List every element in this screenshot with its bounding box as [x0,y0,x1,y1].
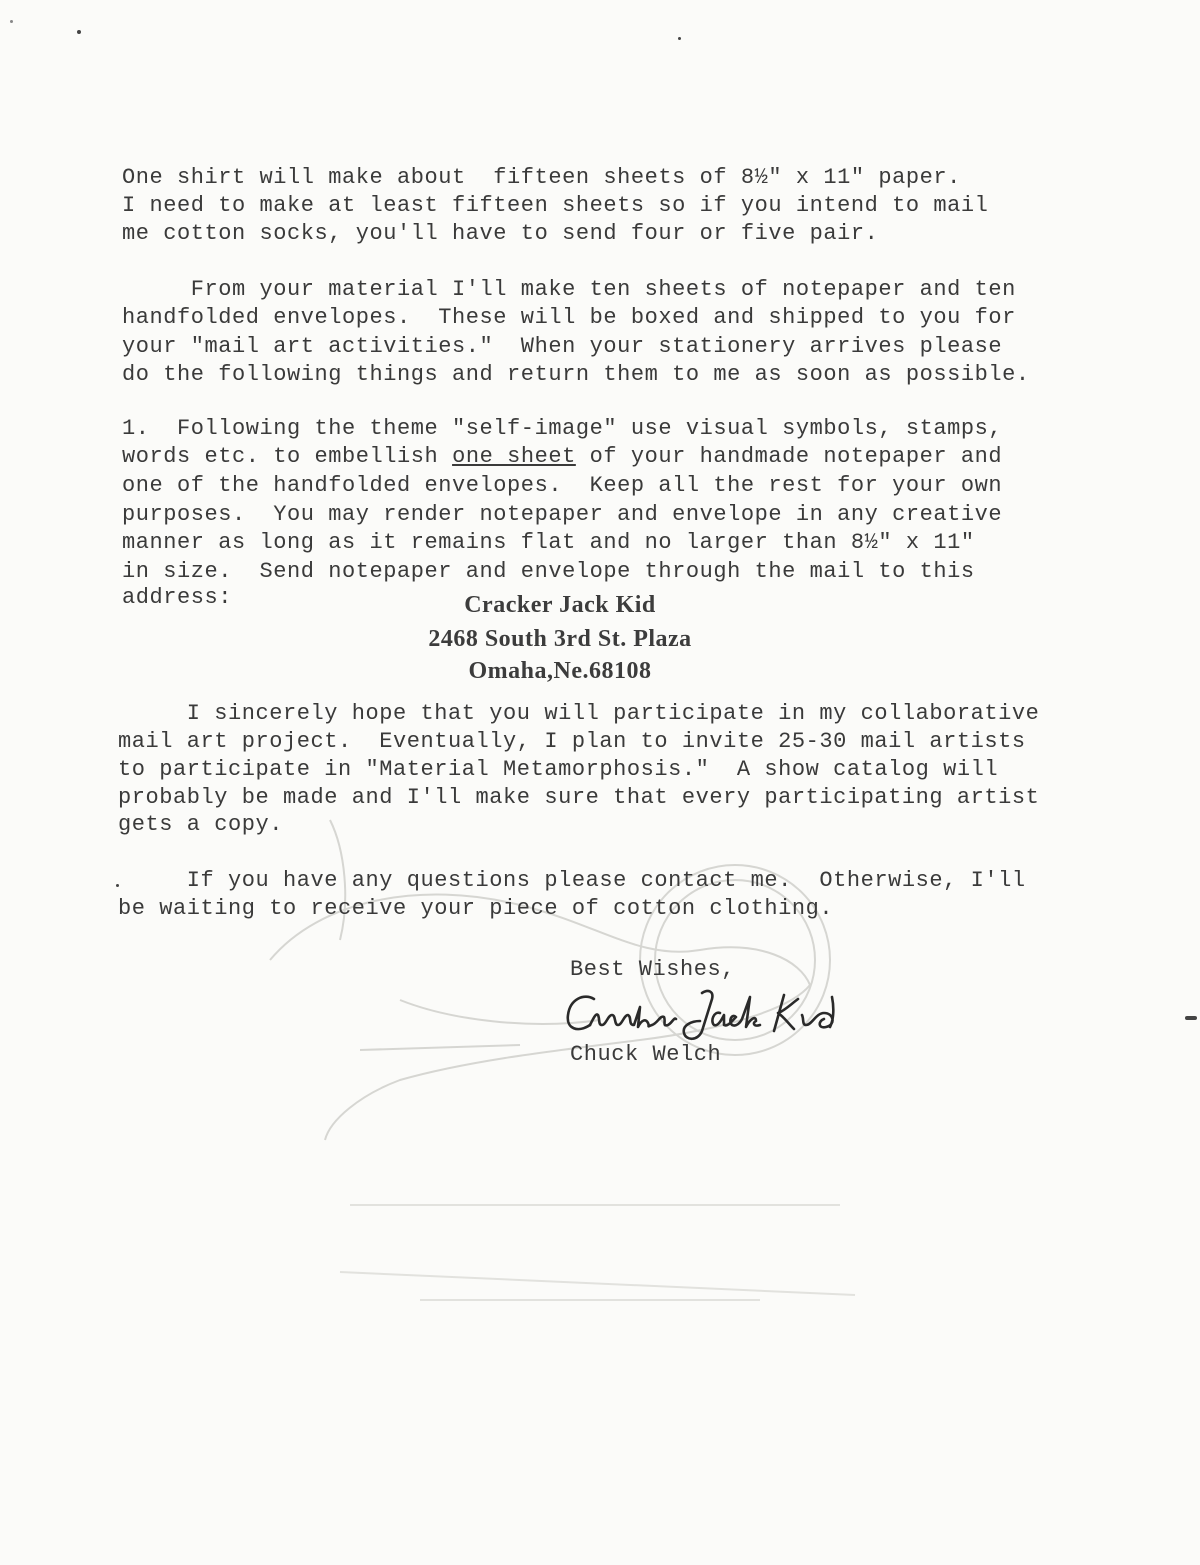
para1-line: I need to make at least fifteen sheets so if you intend to mail [122,193,989,218]
para3-line: manner as long as it remains flat and no larger than 8½" x 11" [122,530,975,555]
para1-line: One shirt will make about fifteen sheets of 8½" x 11" paper. [122,165,961,190]
para1-line: me cotton socks, you'll have to send four or five pair. [122,221,879,246]
address-name: Cracker Jack Kid [464,592,656,618]
signer-name: Chuck Welch [570,1042,722,1067]
para4-line: probably be made and I'll make sure that every participating artist [118,785,1040,810]
para4-line: I sincerely hope that you will participate in my collaborative [118,701,1040,726]
paper-speck [10,20,13,23]
para4-line: to participate in "Material Metamorphosis." A show catalog will [118,757,999,782]
para2-line: handfolded envelopes. These will be boxed and shipped to you for [122,305,1016,330]
para5-line: If you have any questions please contact me. Otherwise, I'll [118,868,1026,893]
paper-speck [1185,1016,1197,1020]
para3-line: one of the handfolded envelopes. Keep all the rest for your own [122,473,1003,498]
para3-text: of your handmade notepaper and [575,444,1003,469]
paper-speck [678,37,681,40]
underlined-phrase: one sheet [452,444,576,469]
para3-line: 1. Following the theme "self-image" use visual symbols, stamps, [122,416,1003,441]
address-city: Omaha,Ne.68108 [468,658,652,684]
para3-line: purposes. You may render notepaper and envelope in any creative [122,502,1003,527]
address-street: 2468 South 3rd St. Plaza [428,626,692,652]
para2-line: your "mail art activities." When your stationery arrives please [122,334,1003,359]
para5-line: be waiting to receive your piece of cotton clothing. [118,896,834,921]
para3-text: words etc. to embellish [122,444,453,469]
para3-line [122,443,1002,471]
para3-line: in size. Send notepaper and envelope through the mail to this [122,559,975,584]
para4-line: mail art project. Eventually, I plan to invite 25-30 mail artists [118,729,1026,754]
para3-line: address: [122,585,233,610]
para2-line: do the following things and return them to me as soon as possible. [122,362,1030,387]
paper-speck [77,30,81,34]
handwritten-signature [562,985,862,1045]
closing: Best Wishes, [570,957,736,982]
para4-line: gets a copy. [118,812,284,837]
para2-line: From your material I'll make ten sheets of notepaper and ten [122,277,1016,302]
